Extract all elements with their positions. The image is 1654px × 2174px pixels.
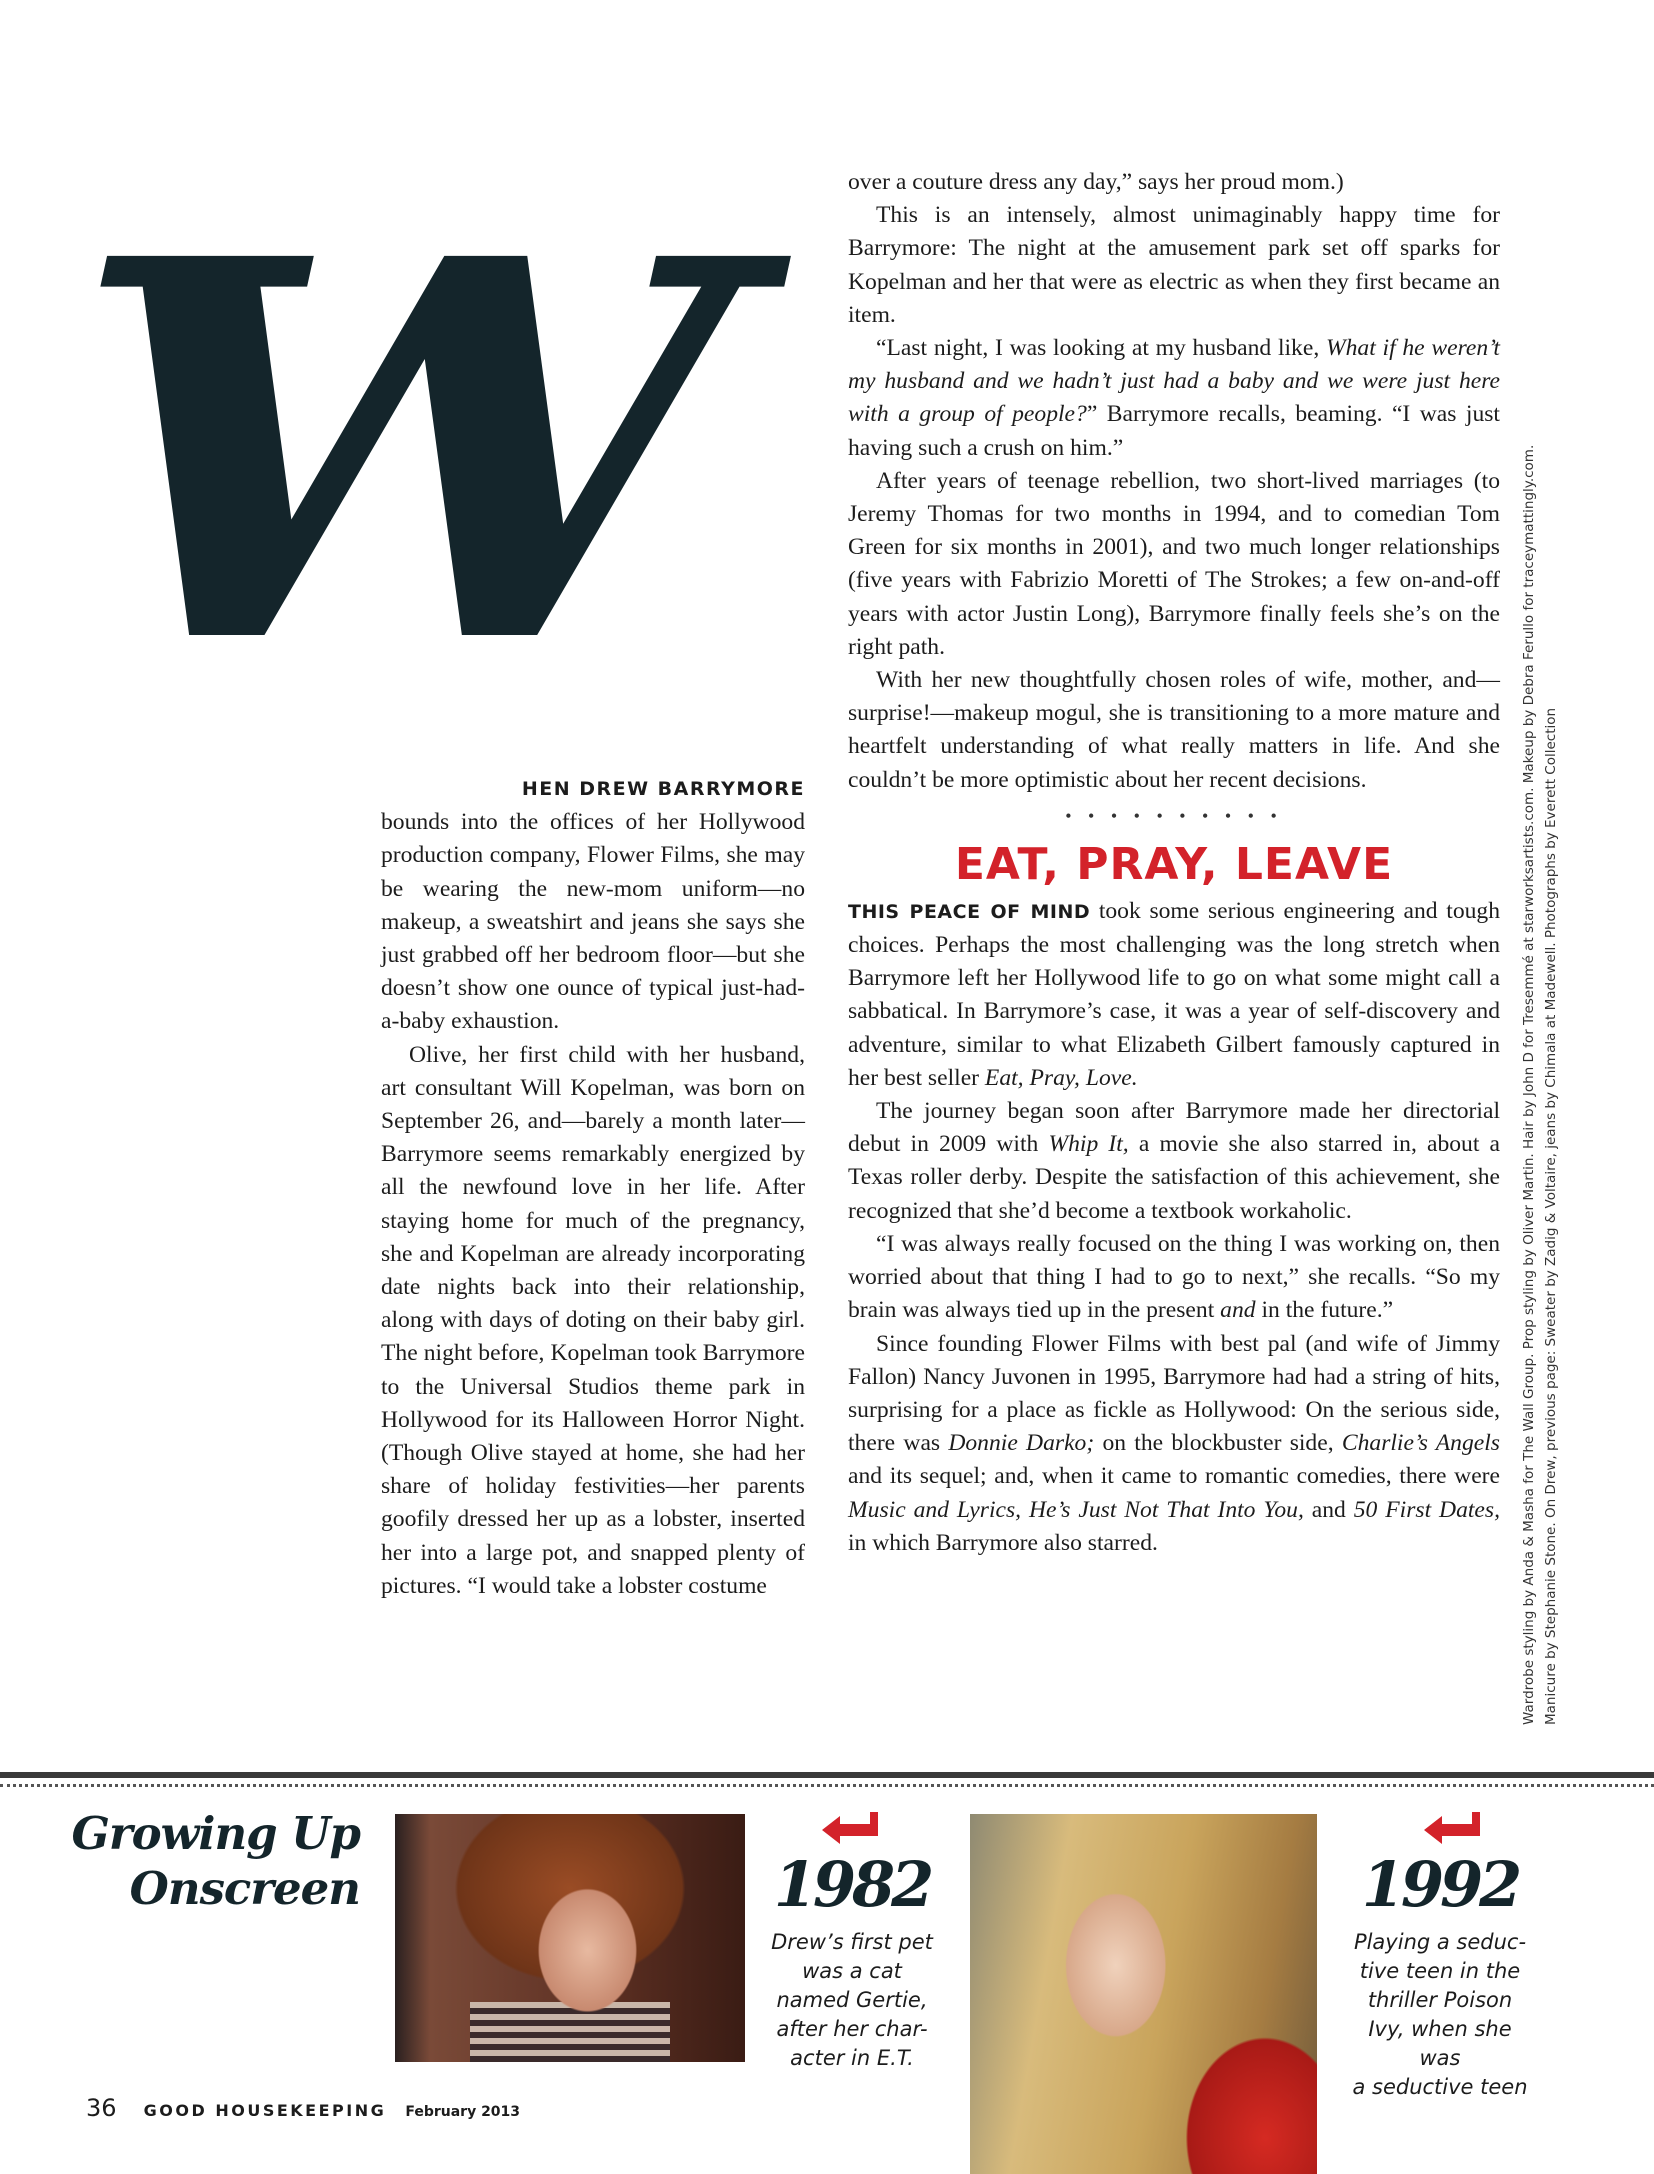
italic-text: What if he weren’t my husband and we hadn’t just had a baby and we were just here with a group of people? [848,335,1500,428]
paragraph [848,332,1500,465]
caption-line: acter in E.T. [790,2046,914,2070]
lead-in-text: HEN DREW BARRYMORE [521,778,805,800]
italic-text: 50 First Dates, [1353,1496,1500,1523]
text-run: over a couture dress any day,” says her proud mom.) [848,169,1344,195]
page-footer [86,2094,520,2122]
arrow-left-icon [822,1812,878,1844]
paragraph [848,199,1500,332]
caption-1992 [1350,1928,1530,2102]
issue-date: February 2013 [405,2104,521,2120]
caption-line: Drew’s first pet [771,1930,933,1954]
text-run: This is an intensely, almost unimaginably happy time for Barrymore: The night at the amusement park set off sparks for Kopelman and her that were as electric as when they first became an item. [848,202,1500,328]
caption-line: after her char- [776,2017,928,2041]
italic-text: Eat, Pray, Love. [984,1064,1138,1091]
text-run: a movie she also starred in, about a Texas roller derby. Despite the satisfaction of this achievement, she recognized that she’d become a textbook workaholic. [848,1131,1501,1224]
text-run: on the blockbuster side, [1094,1430,1342,1457]
caption-line: was a cat [802,1959,902,1983]
kicker: THIS PEACE OF MIND [848,900,1091,923]
italic-text: Donnie Darko; [948,1430,1095,1457]
paragraph [381,806,805,1038]
paragraph [848,465,1500,664]
year-1992: 1992 [1361,1848,1519,1921]
text-run: Since founding Flower Films with best pal (and wife of Jimmy Fallon) Nancy Juvonen in 1995, Barrymore had had a string of hits, surprising for a place as fickle as Hollywood: On the serious side, there was [848,1330,1500,1457]
credit-line-2: Manicure by Stephanie Stone. On Drew, previous page: Sweater by Zadig & Voltaire, jeans by Chimala at Madewell. Photographs by Everett Collection [1543,707,1559,1725]
section-headline: EAT, PRAY, LEAVE [954,838,1394,890]
text-run: With her new thoughtfully chosen roles of wife, mother, and—surprise!—makeup mogul, she is transitioning to a more mature and heartfelt understanding of what really matters in life. And she couldn’t be more optimistic about her recent decisions. [848,667,1500,793]
text-run: bounds into the offices of her Hollywood production company, Flower Films, she may be wearing the new-mom uniform—no makeup, a sweatshirt and jeans she says she just grabbed off her bedroom floor—but she doesn’t show one ounce of typical just-had-a-baby exhaustion. [381,809,805,1035]
text-run: After years of teenage rebellion, two short-lived marriages (to Jeremy Thomas for two months in 1994, and to comedian Tom Green for six months in 2001), and two much longer relationships (five years with Fabrizio Moretti of The Strokes; a few on-and-off years with actor Justin Long), Barrymore finally feels she’s on the right path. [848,467,1500,660]
text-run: in which Barrymore also starred. [848,1529,1158,1556]
caption-1982 [762,1928,942,2073]
right-paragraphs-before [848,166,1500,797]
text-run: ” Barrymore recalls, beaming. “I was just having such a crush on him.” [848,401,1500,461]
italic-text: and [1220,1297,1256,1324]
italic-text: Whip It, [1048,1131,1129,1158]
paragraph [848,664,1500,797]
italic-text: Charlie’s Angels [1341,1430,1500,1457]
paragraph [848,1328,1500,1560]
page-number: 36 [86,2094,117,2122]
text-run: took some serious engineering and tough choices. Perhaps the most challenging was the long stretch when Barrymore left her Hollywood life to go on what some might call a sabbatical. In Barrymore’s case, it was a year of self-discovery and adventure, similar to what Elizabeth Gilbert famously captured in her best seller [848,897,1501,1091]
arrow-left-icon [1424,1812,1480,1844]
caption-line: Ivy, when she was [1368,2017,1512,2070]
text-run: Olive, her first child with her husband, art consultant Will Kopelman, was born on September 26, and—barely a month later—Barrymore seems remarkably energized by all the newfound love in her life. After staying home for much of the pregnancy, she and Kopelman are already incorporating date nights back into their relationship, along with days of doting on their baby girl. The night before, Kopelman took Barrymore to the Universal Studios theme park in Hollywood for its Halloween Horror Night. (Though Olive stayed at home, she had her share of holiday festivities—her parents goofily dressed her up as a lobster, inserted her into a large pot, and snapped plenty of pictures. “I would take a lobster costume [381,1041,805,1599]
caption-line: Playing a seduc- [1353,1930,1527,1954]
caption-line: tive teen in the [1359,1959,1521,1983]
caption-line: named Gertie, [776,1988,928,2012]
text-run: and its sequel; and, when it came to romantic comedies, there were [848,1463,1500,1490]
credit-line-1: Wardrobe styling by Anda & Masha for The Wall Group. Prop styling by Oliver Martin. Hair by John D for Tresemmé at starworksartists.com. Makeup by Debra Ferullo for traceymattingly.com. [1521,444,1537,1725]
section-separator: • • • • • • • • • • [1065,805,1283,826]
text-run: and [1303,1496,1354,1523]
right-paragraphs-after [848,895,1500,1560]
paragraph [848,166,1500,199]
caption-line: thriller Poison [1367,1988,1513,2012]
italic-text: Music and Lyrics, He’s Just Not That Into You, [848,1496,1304,1523]
divider-dotted [0,1784,1654,1791]
text-run: “I was always really focused on the thing I was working on, then worried about that thing I had to go to next,” she recalls. “So my brain was always tied up in the present [848,1230,1500,1324]
sidebar-title-line-1: Growing Up [71,1807,360,1860]
left-paragraphs [381,806,805,1603]
magazine-name: GOOD HOUSEKEEPING [143,2101,387,2120]
paragraph [381,1039,805,1603]
year-1982: 1982 [773,1848,931,1921]
divider-rule [0,1772,1654,1778]
text-run: in the future.” [1255,1297,1394,1324]
lead-in [381,772,805,806]
text-run: “Last night, I was looking at my husband like, [876,335,1326,362]
sidebar-title-line-2: Onscreen [129,1862,360,1915]
sidebar-title [50,1806,360,1916]
photo-1992-teen [970,1814,1317,2174]
text-run: The journey began soon after Barrymore made her directorial debut in 2009 with [848,1098,1500,1158]
right-column [848,166,1500,1560]
paragraph [848,1095,1500,1228]
paragraph [848,1228,1500,1328]
drop-cap-w: W [70,147,719,758]
photo-1982-child [395,1814,745,2062]
photo-credits [1518,315,1562,1725]
paragraph [848,895,1500,1095]
left-column [381,772,805,1603]
caption-line: a seductive teen [1352,2075,1528,2099]
